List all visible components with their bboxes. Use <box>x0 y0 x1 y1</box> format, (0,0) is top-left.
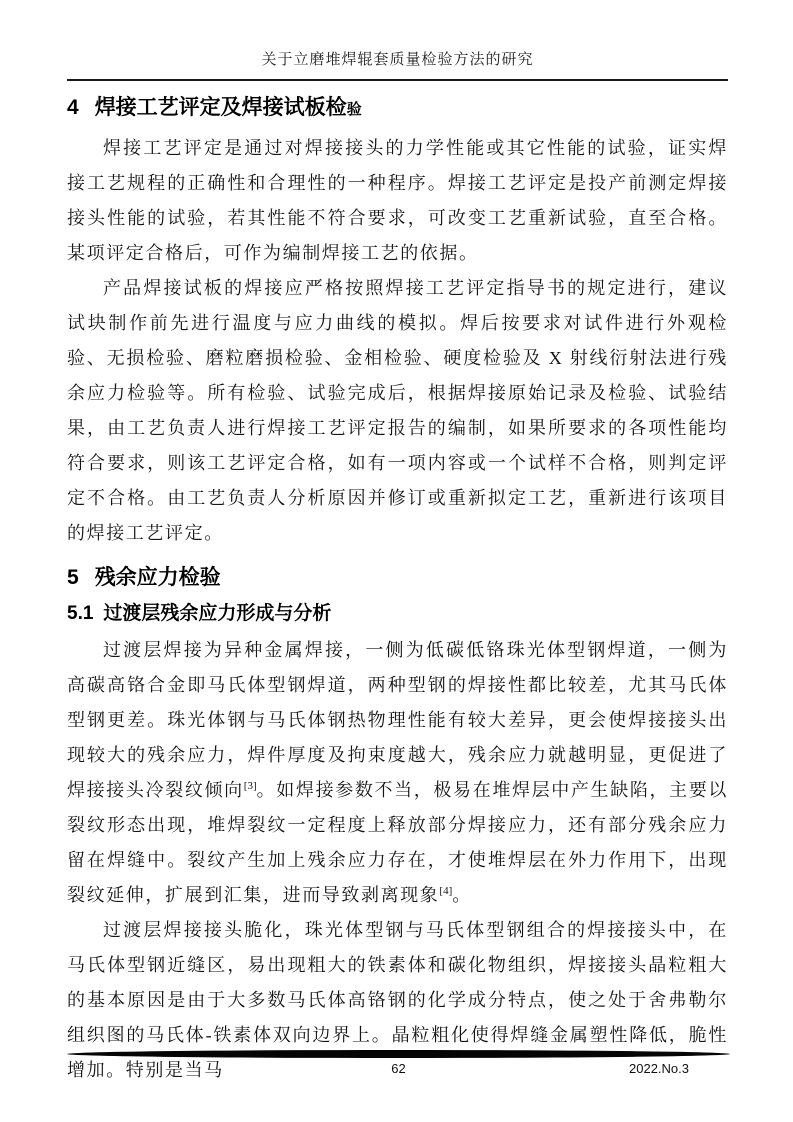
paragraph-text: 。 <box>452 885 472 906</box>
section-5-number: 5 <box>67 566 79 590</box>
section-5-1-number: 5.1 <box>67 602 94 624</box>
section-5-1-paragraph-1 <box>67 633 728 913</box>
running-title: 关于立磨堆焊辊套质量检验方法的研究 <box>261 52 534 68</box>
section-5-1-title: 过渡层残余应力形成与分析 <box>103 602 332 624</box>
page-footer <box>67 1050 730 1076</box>
section-4-title-small-char: 验 <box>346 101 362 118</box>
paragraph-text: 过渡层焊接接头脆化，珠光体型钢与马氏体型钢组合的焊接接头中，在马氏体型钢近缝区，易出现粗大的铁素体和碳化物组织，焊接接头晶粒粗大的基本原因是由于大多数马氏体高铬钢的化学成分特点，使之处于舍弗勒尔组织图的马氏体-铁素体双向边界上。晶粒粗化使得焊缝金属塑性降低，脆性增加。特别是当马 <box>67 920 728 1081</box>
section-5-heading <box>67 564 728 592</box>
section-4-title: 焊接工艺评定及焊接试板检 <box>94 96 347 119</box>
citation-ref-3: [3] <box>243 780 257 793</box>
section-4-paragraph-1 <box>67 131 728 271</box>
paragraph-text: 焊接工艺评定是通过对焊接接头的力学性能或其它性能的试验，证实焊接工艺规程的正确性和合理性的一种程序。焊接工艺评定是投产前测定焊接接头性能的试验，若其性能不符合要求，可改变工艺重新试验，直至合格。某项评定合格后，可作为编制焊接工艺的依据。 <box>67 138 728 264</box>
paragraph-text: 。如焊接参数不当，极易在堆焊层中产生缺陷，主要以裂纹形态出现，堆焊裂纹一定程度上释放部分焊接应力，还有部分残余应力留在焊缝中。裂纹产生加上残余应力存在，才使堆焊层在外力作用下，出现裂纹延伸，扩展到汇集，进而导致剥离现象 <box>67 780 728 906</box>
header-rule <box>67 79 728 81</box>
page-number: 62 <box>391 1061 406 1076</box>
section-5-title: 残余应力检验 <box>94 566 221 590</box>
footer-meta <box>67 1061 730 1076</box>
section-4-number: 4 <box>67 96 79 119</box>
section-4-paragraph-2 <box>67 271 728 551</box>
journal-issue: 2022.No.3 <box>629 1061 689 1076</box>
footer-bar <box>67 1050 730 1058</box>
running-header <box>67 50 728 81</box>
paragraph-text: 产品焊接试板的焊接应严格按照焊接工艺评定指导书的规定进行，建议试块制作前先进行温度与应力曲线的模拟。焊后按要求对试件进行外观检验、无损检验、磨粒磨损检验、金相检验、硬度检验及 X 射线衍射法进行残余应力检验等。所有检验、试验完成后，根据焊接原始记录及检验、试验结果，由工艺负责人进行焊接工艺评定报告的编制，如果所要求的各项性能均符合要求，则该工艺评定合格，如有一项内容或一个试样不合格，则判定评定不合格。由工艺负责人分析原因并修订或重新拟定工艺，重新进行该项目的焊接工艺评定。 <box>67 278 728 544</box>
citation-ref-4: [4] <box>439 885 453 898</box>
section-5-1-heading <box>67 602 728 627</box>
section-4-heading <box>67 94 728 122</box>
paragraph-text: 过渡层焊接为异种金属焊接，一侧为低碳低铬珠光体型钢焊道，一侧为高碳高铬合金即马氏体型钢焊道，两种型钢的焊接性都比较差，尤其马氏体型钢更差。珠光体钢与马氏体钢热物理性能有较大差异，更会使焊接接头出现较大的残余应力，焊件厚度及拘束度越大，残余应力就越明显，更促进了焊接接头冷裂纹倾向 <box>67 640 728 801</box>
